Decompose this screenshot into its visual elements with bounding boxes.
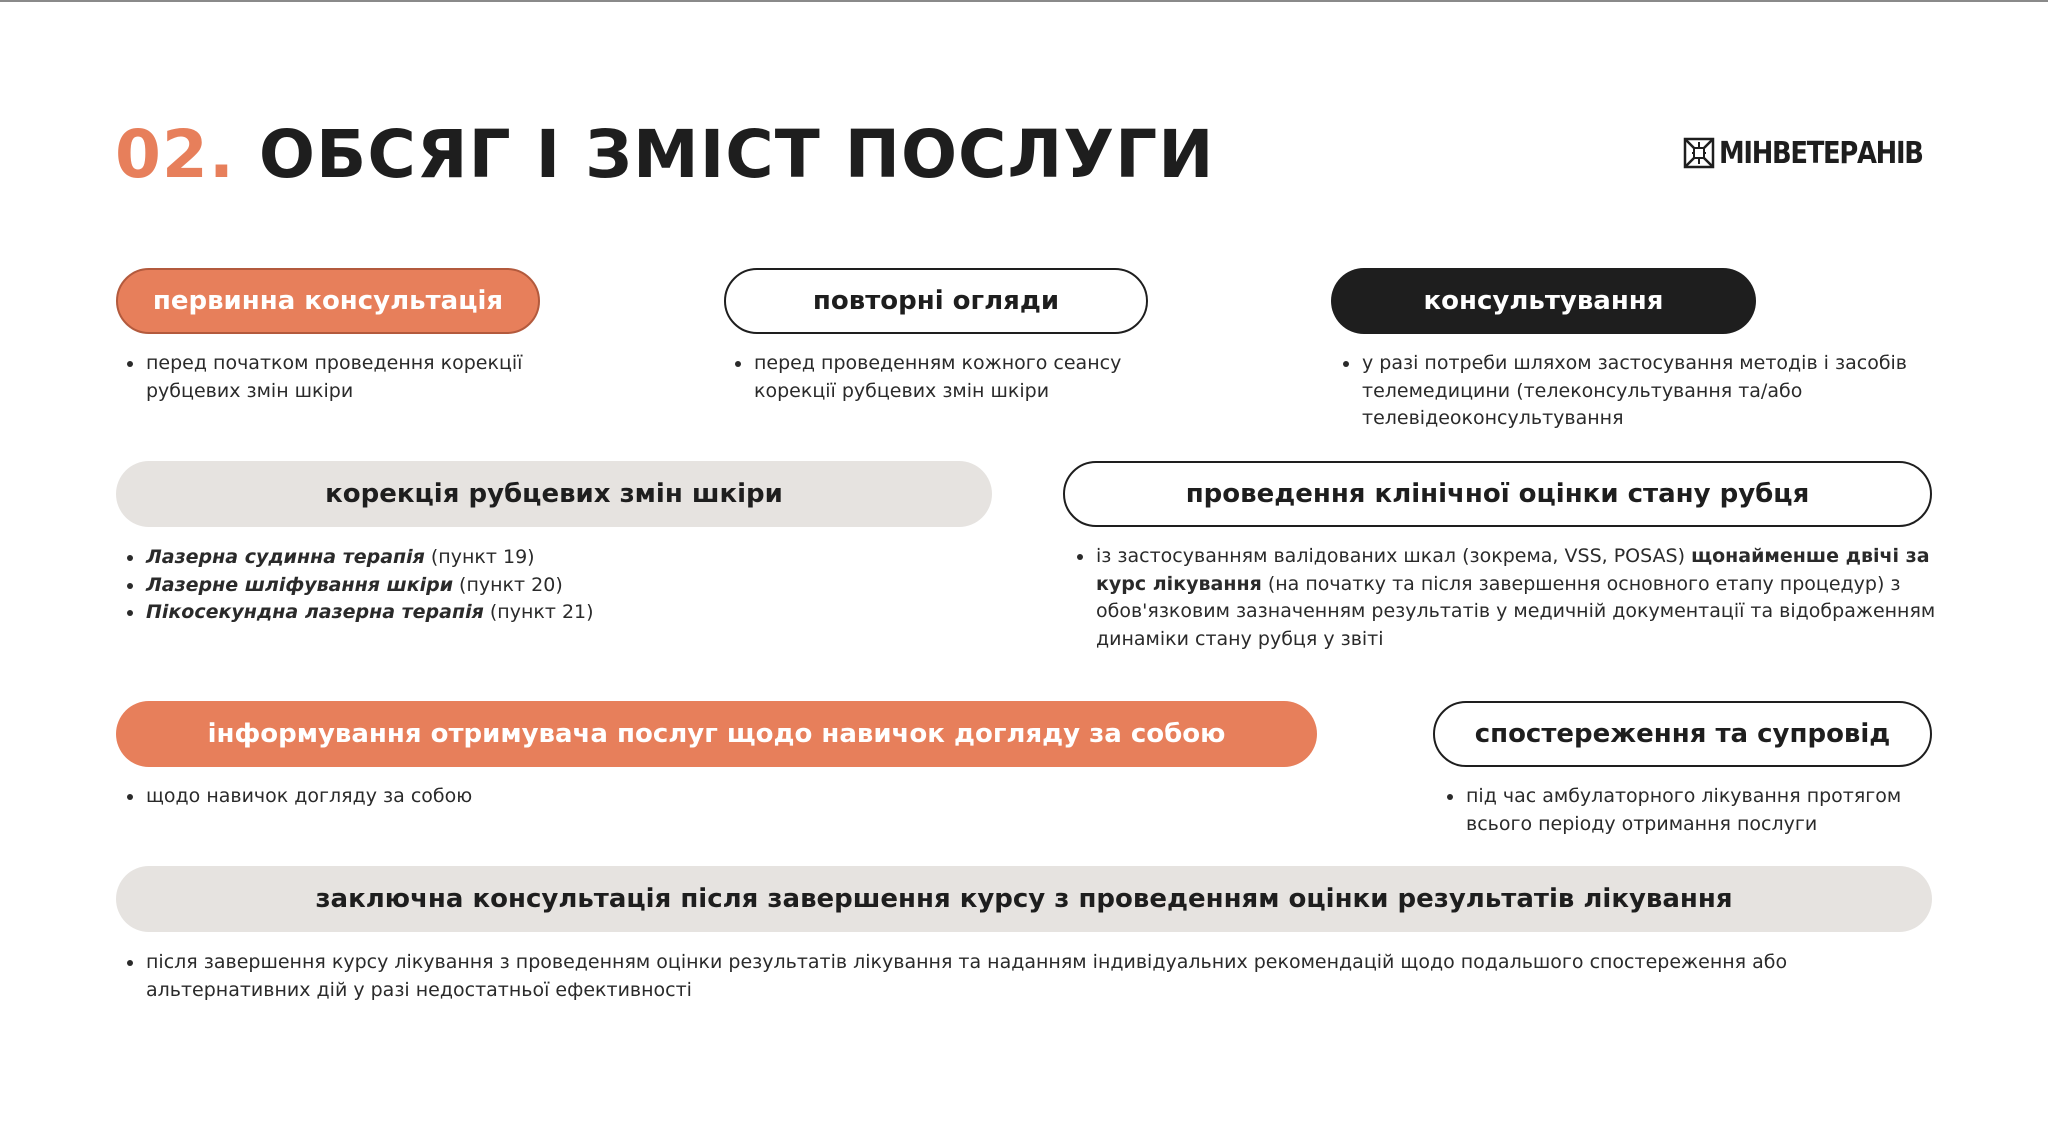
monitoring-support-pill: спостереження та супровід [1433, 701, 1932, 767]
section-title: ОБСЯГ І ЗМІСТ ПОСЛУГИ [258, 116, 1215, 193]
procedure-ref: (пункт 19) [424, 546, 535, 568]
list-item: у разі потреби шляхом застосування методів і засобів телемедицини (телеконсультування та/або телевідеоконсультування [1340, 350, 1940, 433]
logo-text: МІНВЕТЕРАНІВ [1719, 135, 1923, 171]
scar-correction-pill: корекція рубцевих змін шкіри [116, 461, 992, 527]
list-item [124, 572, 984, 600]
assessment-frequency: щонайменше двічі за курс лікування [1096, 545, 1930, 595]
procedure-ref: (пункт 20) [453, 573, 563, 596]
final-consultation-list [124, 949, 1914, 1004]
list-item [1074, 543, 1940, 653]
list-item [124, 599, 984, 627]
self-care-informing-pill: інформування отримувача послуг щодо навичок догляду за собою [116, 701, 1317, 767]
clinical-assessment-list [1074, 543, 1940, 653]
list-item: під час амбулаторного лікування протягом всього періоду отримання послуги [1444, 783, 1944, 838]
follow-up-exams-list [732, 350, 1172, 405]
assessment-text-end: (на початку та після завершення основного етапу процедур) з обов'язковим зазначенням результатів у медичній документації та відображенням динаміки стану рубця у звіті [1096, 572, 1936, 650]
procedure-name: Пікосекундна лазерна терапія [146, 601, 484, 623]
consulting-pill: консультування [1331, 268, 1756, 334]
monitoring-support-list [1444, 783, 1944, 838]
list-item: перед проведенням кожного сеансу корекції рубцевих змін шкіри [732, 350, 1172, 405]
list-item: щодо навичок догляду за собою [124, 783, 924, 811]
assessment-text-start: із застосуванням валідованих шкал (зокрема, VSS, POSAS) [1096, 545, 1692, 567]
self-care-informing-list [124, 783, 924, 811]
primary-consultation-list [124, 350, 544, 405]
clinical-assessment-pill: проведення клінічної оцінки стану рубця [1063, 461, 1932, 527]
final-consultation-pill: заключна консультація після завершення курсу з проведенням оцінки результатів лікування [116, 866, 1932, 932]
page-title [115, 110, 1214, 200]
ministry-logo [1683, 132, 1956, 174]
list-item: після завершення курсу лікування з проведенням оцінки результатів лікування та наданням індивідуальних рекомендацій щодо подальшого спостереження або альтернативних дій у разі недостатньої ефективності [124, 949, 1914, 1004]
ministry-emblem-icon [1683, 136, 1715, 170]
scar-correction-list [124, 544, 984, 627]
top-border-line [0, 0, 2048, 2]
procedure-name: Лазерна судинна терапія [146, 546, 425, 568]
primary-consultation-pill: первинна консультація [116, 268, 540, 334]
list-item: перед початком проведення корекції рубцевих змін шкіри [124, 350, 544, 405]
procedure-name: Лазерне шліфування шкіри [146, 573, 454, 596]
procedure-ref: (пункт 21) [483, 601, 594, 623]
section-number: 02. [115, 116, 235, 193]
follow-up-exams-pill: повторні огляди [724, 268, 1148, 334]
list-item [124, 544, 984, 572]
consulting-list [1340, 350, 1940, 433]
